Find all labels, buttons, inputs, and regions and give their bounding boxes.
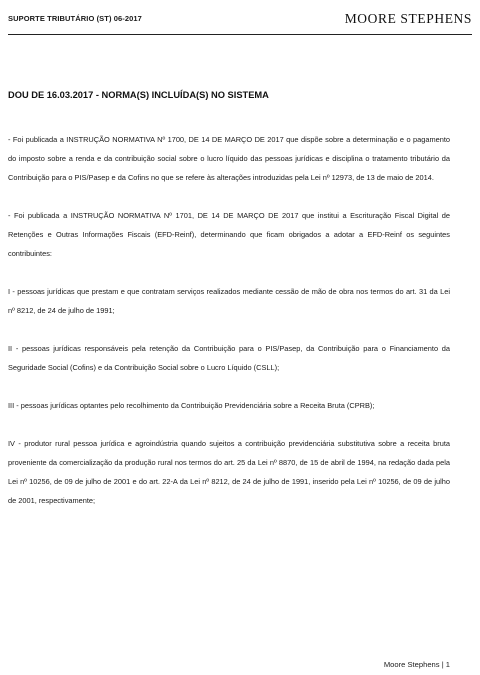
section-title: DOU DE 16.03.2017 - NORMA(S) INCLUÍDA(S) NO SISTEMA	[8, 90, 269, 100]
paragraph-in-1701: - Foi publicada a INSTRUÇÃO NORMATIVA Nº 1701, DE 14 DE MARÇO DE 2017 que institui a Escrituração Fiscal Digital de Retenções e Outras Informações Fiscais (EFD-Reinf), determinando que ficam obrigados a adotar a EFD-Reinf os seguintes contribuintes:	[8, 211, 450, 258]
page-header	[8, 6, 472, 35]
paragraph-in-1700: - Foi publicada a INSTRUÇÃO NORMATIVA Nº 1700, DE 14 DE MARÇO DE 2017 que dispõe sobre a determinação e o pagamento do imposto sobre a renda e da contribuição social sobre o lucro líquido das pessoas jurídicas e disciplina o tratamento tributário da Contribuição para o PIS/Pasep e da Cofins no que se refere às alterações introduzidas pela Lei nº 12973, de 13 de maio de 2014.	[8, 135, 450, 182]
page-footer: Moore Stephens | 1	[383, 660, 450, 669]
document-body	[8, 130, 450, 529]
header-document-code: SUPORTE TRIBUTÁRIO (ST) 06-2017	[8, 14, 142, 23]
paragraph-item-iii: III - pessoas jurídicas optantes pelo recolhimento da Contribuição Previdenciária sobre a Receita Bruta (CPRB);	[8, 401, 375, 410]
paragraph-item-i: I - pessoas jurídicas que prestam e que contratam serviços realizados mediante cessão de mão de obra nos termos do art. 31 da Lei nº 8212, de 24 de julho de 1991;	[8, 287, 450, 315]
paragraph-item-ii: II - pessoas jurídicas responsáveis pela retenção da Contribuição para o PIS/Pasep, da Contribuição para o Financiamento da Seguridade Social (Cofins) e da Contribuição Social sobre o Lucro Líquido (CSLL);	[8, 344, 450, 372]
brand-logo-text: MOORE STEPHENS	[344, 11, 472, 26]
paragraph-item-iv: IV - produtor rural pessoa jurídica e agroindústria quando sujeitos a contribuição previdenciária substitutiva sobre a receita bruta proveniente da comercialização da produção rural nos termos do art. 25 da Lei nº 8870, de 15 de abril de 1994, na redação dada pela Lei nº 10256, de 09 de julho de 2001 e do art. 22-A da Lei nº 8212, de 24 de julho de 1991, inserido pela Lei nº 10256, de 09 de julho de 2001, respectivamente;	[8, 439, 450, 505]
